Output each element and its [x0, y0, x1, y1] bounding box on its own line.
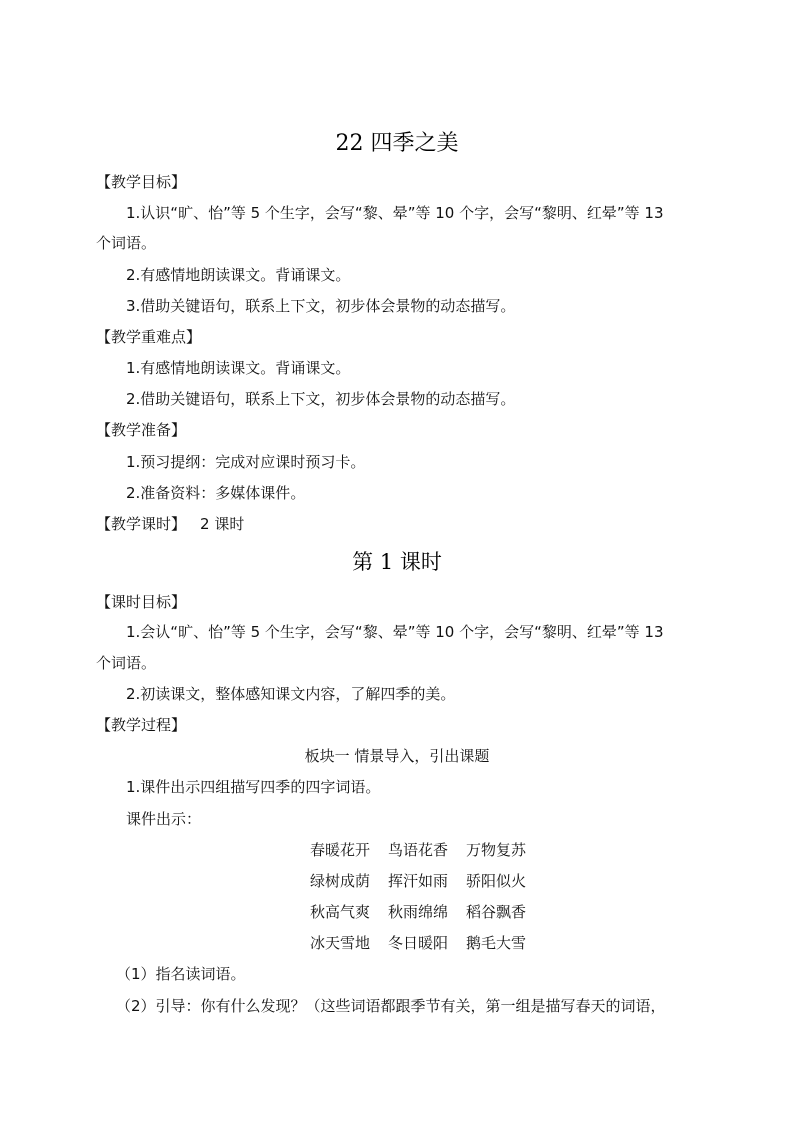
word-item: 绿树成荫: [310, 872, 371, 890]
word-row-spring: [310, 840, 526, 860]
word-item: 挥汗如雨: [388, 872, 449, 890]
hours-value: 2 课时: [200, 515, 245, 533]
word-row-autumn: [310, 902, 526, 922]
key-point-1: 1.有感情地朗读课文。背诵课文。: [126, 359, 351, 377]
word-item: 冰天雪地: [310, 934, 371, 952]
word-item: 万物复苏: [466, 841, 527, 859]
word-item: 秋高气爽: [310, 903, 371, 921]
goal-line-2: 2.有感情地朗读课文。背诵课文。: [126, 266, 351, 284]
prep-item-1: 1.预习提纲：完成对应课时预习卡。: [126, 453, 366, 471]
word-item: 鹅毛大雪: [466, 934, 527, 952]
courseware-label: 课件出示：: [126, 810, 202, 828]
lesson-title: 第 1 课时: [352, 550, 442, 574]
lesson-goal-2: 2.初读课文，整体感知课文内容，了解四季的美。: [126, 685, 456, 703]
hours-label: 【教学课时】: [96, 515, 187, 533]
step-1: 1.课件出示四组描写四季的四字词语。: [126, 778, 381, 796]
goal-line-3: 3.借助关键语句，联系上下文，初步体会景物的动态描写。: [126, 297, 516, 315]
section-heading-lesson-goals: 【课时目标】: [96, 593, 187, 611]
lesson-goal-1-wrap: 个词语。: [96, 654, 157, 672]
sub-step-1: （1）指名读词语。: [116, 965, 246, 983]
key-point-2: 2.借助关键语句，联系上下文，初步体会景物的动态描写。: [126, 390, 516, 408]
section-heading-process: 【教学过程】: [96, 716, 187, 734]
goal-line-1-wrap: 个词语。: [96, 234, 157, 252]
goal-line-1: 1.认识“旷、怡”等 5 个生字，会写“黎、晕”等 10 个字，会写“黎明、红晕”等 13: [126, 204, 664, 222]
word-item: 秋雨绵绵: [388, 903, 449, 921]
word-item: 春暖花开: [310, 841, 371, 859]
word-item: 鸟语花香: [388, 841, 449, 859]
word-item: 稻谷飘香: [466, 903, 527, 921]
section-heading-preparation: 【教学准备】: [96, 421, 187, 439]
word-row-winter: [310, 933, 526, 953]
section-heading-hours: [96, 514, 244, 534]
word-item: 冬日暖阳: [388, 934, 449, 952]
word-item: 骄阳似火: [466, 872, 527, 890]
sub-step-2: （2）引导：你有什么发现？（这些词语都跟季节有关，第一组是描写春天的词语，: [116, 997, 666, 1015]
word-row-summer: [310, 871, 526, 891]
page-title: 22 四季之美: [335, 131, 459, 156]
section-heading-key-points: 【教学重难点】: [96, 328, 202, 346]
section-heading-goals: 【教学目标】: [96, 173, 187, 191]
prep-item-2: 2.准备资料：多媒体课件。: [126, 484, 306, 502]
lesson-goal-1: 1.会认“旷、怡”等 5 个生字，会写“黎、晕”等 10 个字，会写“黎明、红晕”等 13: [126, 623, 664, 641]
block-title: 板块一 情景导入，引出课题: [304, 747, 490, 765]
